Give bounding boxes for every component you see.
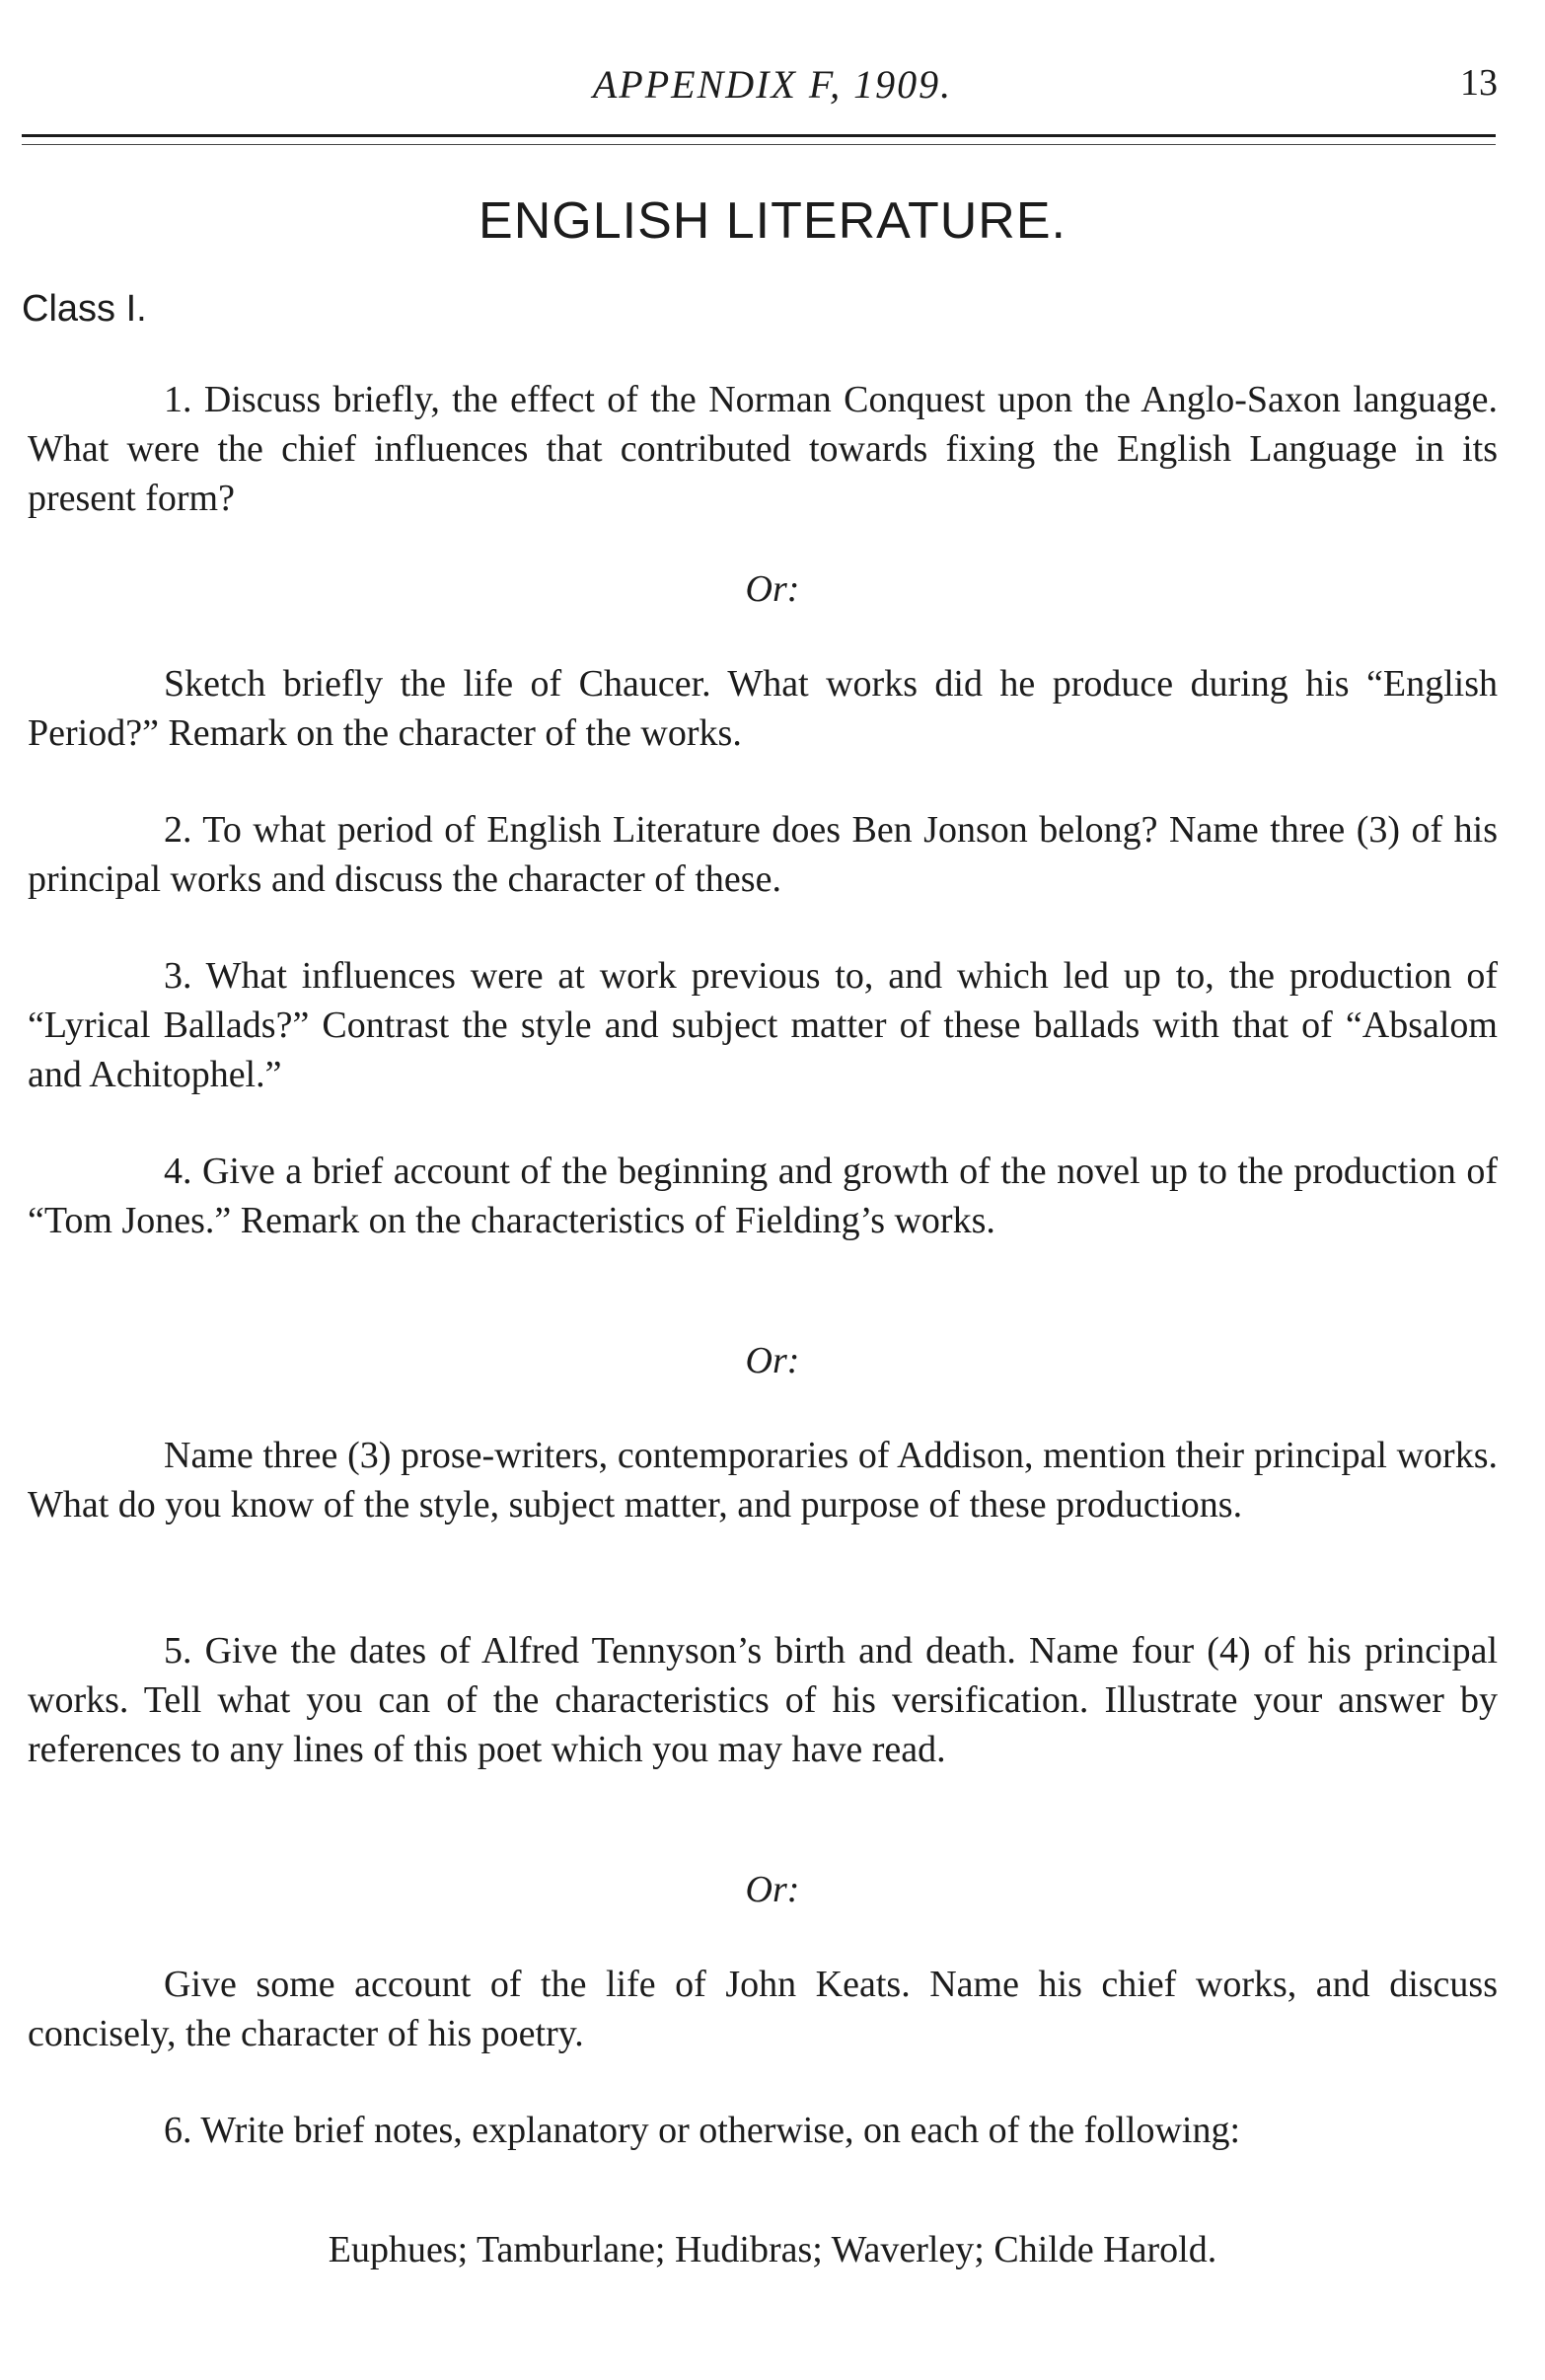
question-3: 3. What influences were at work previous to, and which led up to, the production of “Lyrical Ballads?” Contrast the style and subject matter of these ballads with that of “Absalom and Achitophel.” <box>28 955 1498 1095</box>
header-rule-thick <box>22 134 1496 137</box>
or-divider-3: Or: <box>745 1869 800 1910</box>
running-title: APPENDIX F, 1909. <box>592 62 953 107</box>
page-number: 13 <box>1460 62 1498 104</box>
running-header <box>0 61 1545 111</box>
header-rule-thin <box>22 144 1496 145</box>
page-title: ENGLISH LITERATURE. <box>478 192 1067 250</box>
or-divider-1: Or: <box>745 568 800 610</box>
question-2: 2. To what period of English Literature does Ben Jonson belong? Name three (3) of his principal works and discuss the character of these. <box>28 809 1498 900</box>
question-6-works-list: Euphues; Tamburlane; Hudibras; Waverley; Childe Harold. <box>328 2229 1217 2270</box>
question-4: 4. Give a brief account of the beginning and growth of the novel up to the production of “Tom Jones.” Remark on the characteristics of Fielding’s works. <box>28 1151 1498 1241</box>
class-label: Class I. <box>22 288 147 330</box>
question-4-alternative: Name three (3) prose-writers, contemporaries of Addison, mention their principal works. What do you know of the style, subject matter, and purpose of these productions. <box>28 1435 1498 1525</box>
or-divider-2: Or: <box>745 1340 800 1381</box>
question-1: 1. Discuss briefly, the effect of the Norman Conquest upon the Anglo-Saxon language. What were the chief influences that contributed towards fixing the English Language in its present form? <box>28 379 1498 519</box>
question-5-alternative: Give some account of the life of John Keats. Name his chief works, and discuss concisely, the character of his poetry. <box>28 1964 1498 2054</box>
question-6: 6. Write brief notes, explanatory or otherwise, on each of the following: <box>164 2110 1240 2151</box>
question-5: 5. Give the dates of Alfred Tennyson’s birth and death. Name four (4) of his principal works. Tell what you can of the characteristics of his versification. Illustrate your answer by references to any lines of this poet which you may have read. <box>28 1630 1498 1770</box>
question-1-alternative: Sketch briefly the life of Chaucer. What works did he produce during his “English Period?” Remark on the character of the works. <box>28 663 1498 754</box>
